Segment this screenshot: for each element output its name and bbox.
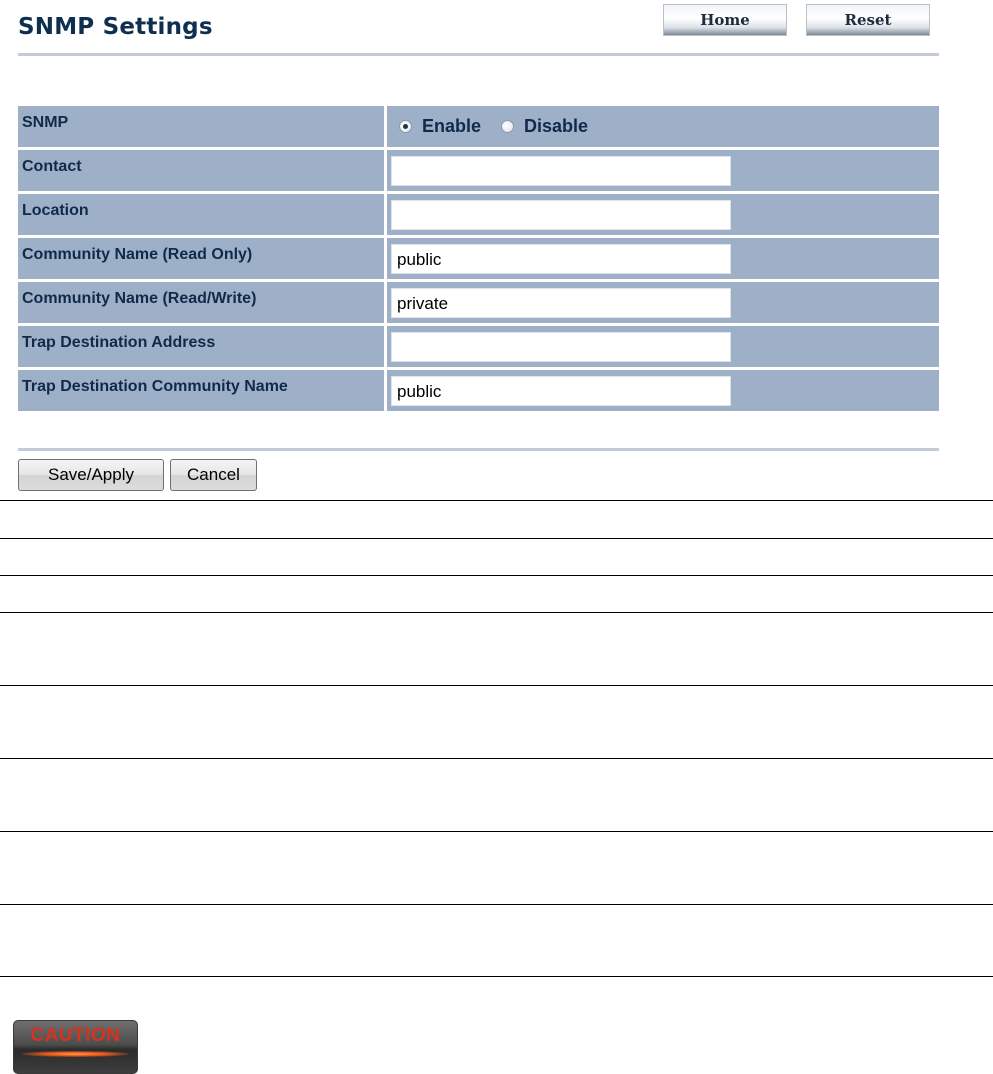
snmp-enable-label[interactable]: Enable — [422, 116, 482, 136]
document-table-line — [0, 758, 993, 759]
contact-row — [18, 150, 939, 191]
snmp-radio-cell — [387, 106, 939, 147]
trap-community-label: Trap Destination Community Name — [18, 370, 387, 411]
save-apply-button[interactable]: Save/Apply — [18, 459, 164, 491]
snmp-row — [18, 106, 939, 147]
community-ro-label: Community Name (Read Only) — [18, 238, 387, 279]
contact-label: Contact — [18, 150, 387, 191]
page-title: SNMP Settings — [18, 14, 213, 40]
document-table-line — [0, 831, 993, 832]
document-table-line — [0, 904, 993, 905]
location-row — [18, 194, 939, 235]
community-rw-input[interactable] — [391, 288, 731, 318]
snmp-settings-table — [18, 103, 939, 414]
document-table-line — [0, 976, 993, 977]
snmp-label: SNMP — [18, 106, 387, 147]
community-rw-row — [18, 282, 939, 323]
document-table-line — [0, 538, 993, 539]
snmp-radio-group — [391, 106, 939, 147]
trap-community-row — [18, 370, 939, 411]
trap-address-row — [18, 326, 939, 367]
snmp-disable-label[interactable]: Disable — [524, 116, 589, 136]
trap-address-input[interactable] — [391, 332, 731, 362]
document-table-line — [0, 612, 993, 613]
caution-label: CAUTION — [30, 1025, 121, 1046]
cancel-button[interactable]: Cancel — [170, 459, 257, 491]
community-ro-input[interactable] — [391, 244, 731, 274]
footer-divider — [18, 448, 939, 451]
header-divider — [18, 53, 939, 56]
contact-input[interactable] — [391, 156, 731, 186]
location-input[interactable] — [391, 200, 731, 230]
reset-button[interactable]: Reset — [806, 4, 930, 36]
home-button[interactable]: Home — [663, 4, 787, 36]
caution-icon — [13, 1020, 138, 1074]
document-table-line — [0, 575, 993, 576]
trap-address-label: Trap Destination Address — [18, 326, 387, 367]
snmp-disable-radio[interactable] — [501, 120, 514, 133]
community-ro-row — [18, 238, 939, 279]
document-table-line — [0, 500, 993, 501]
document-table-line — [0, 685, 993, 686]
snmp-enable-radio[interactable] — [399, 120, 412, 133]
location-label: Location — [18, 194, 387, 235]
trap-community-input[interactable] — [391, 376, 731, 406]
community-rw-label: Community Name (Read/Write) — [18, 282, 387, 323]
